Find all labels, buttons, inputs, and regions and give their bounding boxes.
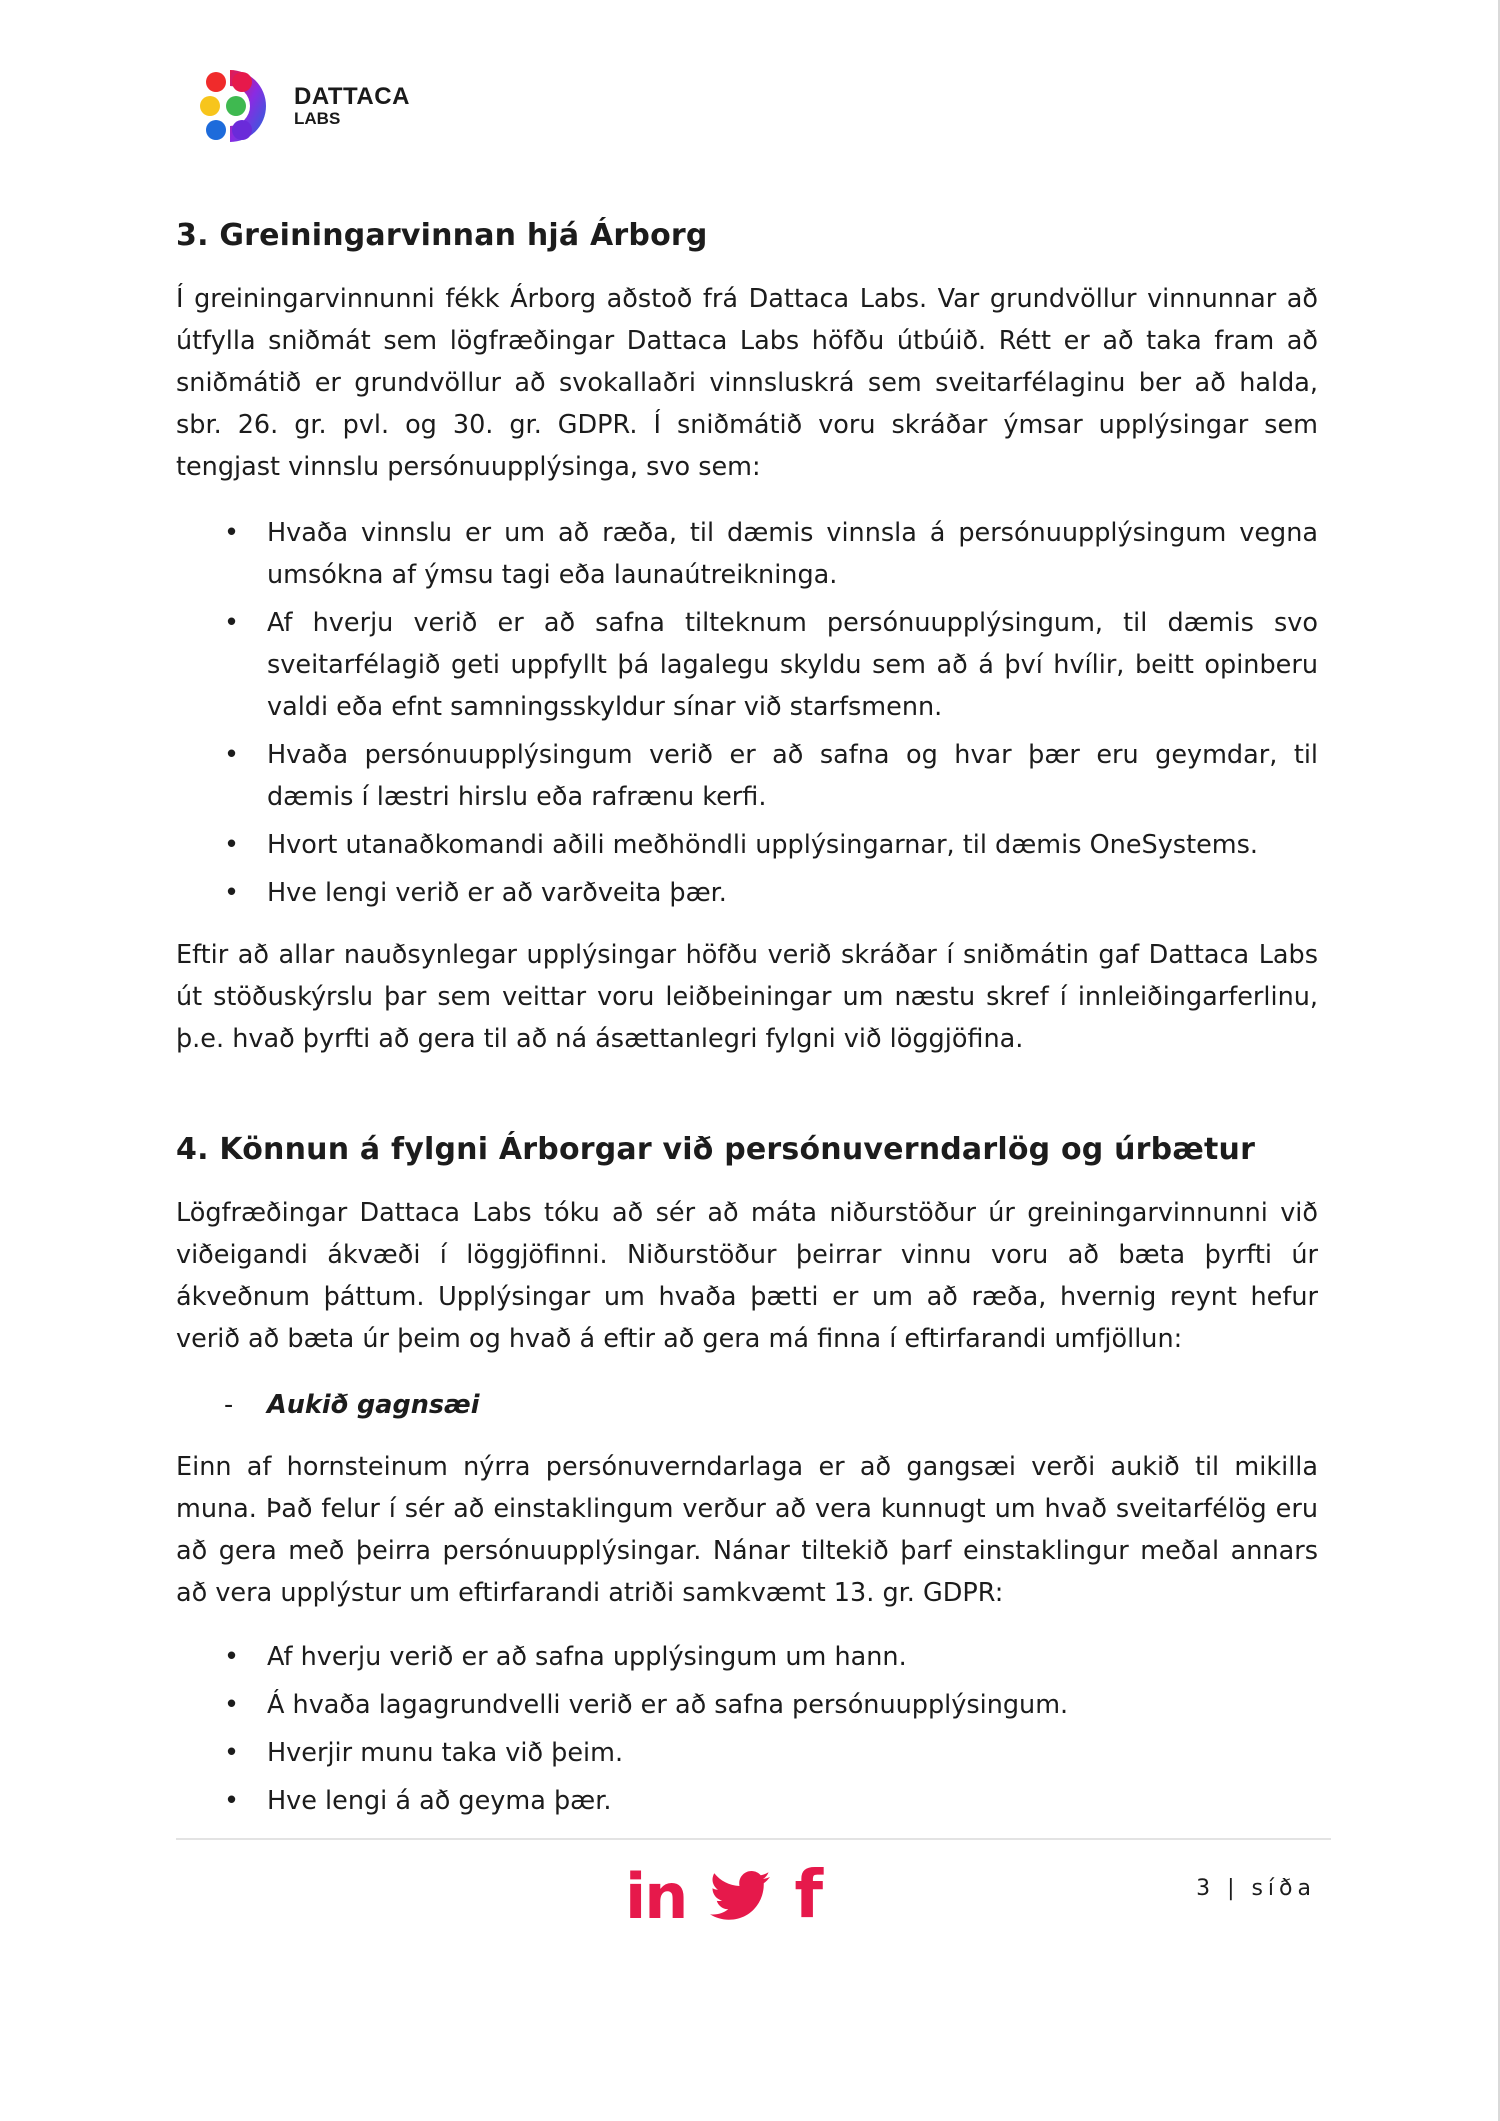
section4-bullet-list bbox=[176, 1636, 1318, 1822]
list-item: • Hvaða persónuupplýsingum verið er að safna og hvar þær eru geymdar, til dæmis í læstri hirslu eða rafrænu kerfi. bbox=[176, 734, 1318, 818]
list-item: • Hvaða vinnslu er um að ræða, til dæmis vinnsla á persónuupplýsingum vegna umsókna af ýmsu tagi eða launaútreikninga. bbox=[176, 512, 1318, 596]
bullet-icon: • bbox=[224, 1786, 240, 1816]
bullet-icon: • bbox=[224, 740, 240, 770]
social-links bbox=[625, 1856, 824, 1933]
brand-sub: LABS bbox=[294, 109, 341, 128]
list-item: • Hverjir munu taka við þeim. bbox=[176, 1732, 1318, 1774]
dattaca-logo-icon bbox=[196, 64, 280, 148]
section3-intro: Í greiningarvinnunni fékk Árborg aðstoð frá Dattaca Labs. Var grundvöllur vinnunnar að útfylla sniðmát sem lögfræðingar Dattaca Labs höfðu útbúið. Rétt er að taka fram að sniðmátið er grundvöllur að svokallaðri vinnsluskrá sem sveitarfélaginu ber að halda, sbr. 26. gr. pvl. og 30. gr. GDPR. Í sniðmátið voru skráðar ýmsar upplýsingar sem tengjast vinnslu persónuupplýsinga, svo sem: bbox=[176, 284, 1318, 482]
bullet-icon: • bbox=[224, 878, 240, 908]
main-content bbox=[176, 218, 1318, 1822]
brand-name: DATTACA bbox=[294, 83, 410, 110]
brand-logo bbox=[196, 64, 410, 148]
section4-body: Einn af hornsteinum nýrra persónuverndarlaga er að gangsæi verði aukið til mikilla muna. Það felur í sér að einstaklingum verður að vera kunnugt um hvað sveitarfélög eru að gera með þeirra persónuupplýsingar. Nánar tiltekið þarf einstaklingur meðal annars að vera upplýstur um eftirfarandi atriði samkvæmt 13. gr. GDPR: bbox=[176, 1452, 1318, 1608]
brand-wordmark bbox=[294, 85, 410, 127]
section3-heading: 3. Greiningarvinnan hjá Árborg bbox=[176, 218, 708, 253]
bullet-icon: • bbox=[224, 830, 240, 860]
dash-marker: - bbox=[224, 1390, 234, 1420]
list-item: • Hve lengi verið er að varðveita þær. bbox=[176, 872, 1318, 914]
list-item: • Af hverju verið er að safna upplýsingum um hann. bbox=[176, 1636, 1318, 1678]
section4-subheading bbox=[176, 1384, 1318, 1426]
bullet-icon: • bbox=[224, 518, 240, 548]
section4-intro: Lögfræðingar Dattaca Labs tóku að sér að máta niðurstöður úr greiningarvinnunni við viðeigandi ákvæði í löggjöfinni. Niðurstöður þeirrar vinnu voru að bæta þyrfti úr ákveðnum þáttum. Upplýsingar um hvaða þætti er um að ræða, hvernig reynt hefur verið að bæta úr þeim og hvað á eftir að gera má finna í eftirfarandi umfjöllun: bbox=[176, 1198, 1318, 1354]
twitter-bird-icon[interactable] bbox=[710, 1870, 770, 1922]
facebook-icon[interactable]: f bbox=[794, 1856, 824, 1933]
bullet-icon: • bbox=[224, 1642, 240, 1672]
bullet-icon: • bbox=[224, 608, 240, 638]
list-item: • Hvort utanaðkomandi aðili meðhöndli upplýsingarnar, til dæmis OneSystems. bbox=[176, 824, 1318, 866]
list-item: • Hve lengi á að geyma þær. bbox=[176, 1780, 1318, 1822]
section4-heading: 4. Könnun á fylgni Árborgar við persónuverndarlög og úrbætur bbox=[176, 1132, 1256, 1167]
footer-divider bbox=[176, 1838, 1331, 1840]
subheading-text: Aukið gagnsæi bbox=[267, 1390, 480, 1420]
bullet-icon: • bbox=[224, 1738, 240, 1768]
section3-closing: Eftir að allar nauðsynlegar upplýsingar höfðu verið skráðar í sniðmátin gaf Dattaca Labs út stöðuskýrslu þar sem veittar voru leiðbeiningar um næstu skref í innleiðingarferlinu, þ.e. hvað þyrfti að gera til að ná ásættanlegri fylgni við löggjöfina. bbox=[176, 940, 1318, 1054]
list-item: • Af hverju verið er að safna tilteknum persónuupplýsingum, til dæmis svo sveitarfélagið geti uppfyllt þá lagalegu skyldu sem að á því hvílir, beitt opinberu valdi eða efnt samningsskyldur sínar við starfsmenn. bbox=[176, 602, 1318, 728]
list-item: • Á hvaða lagagrundvelli verið er að safna persónuupplýsingum. bbox=[176, 1684, 1318, 1726]
section3-bullet-list bbox=[176, 512, 1318, 914]
page-number: 3 | síða bbox=[1196, 1876, 1316, 1901]
bullet-icon: • bbox=[224, 1690, 240, 1720]
linkedin-icon[interactable]: in bbox=[625, 1860, 687, 1933]
